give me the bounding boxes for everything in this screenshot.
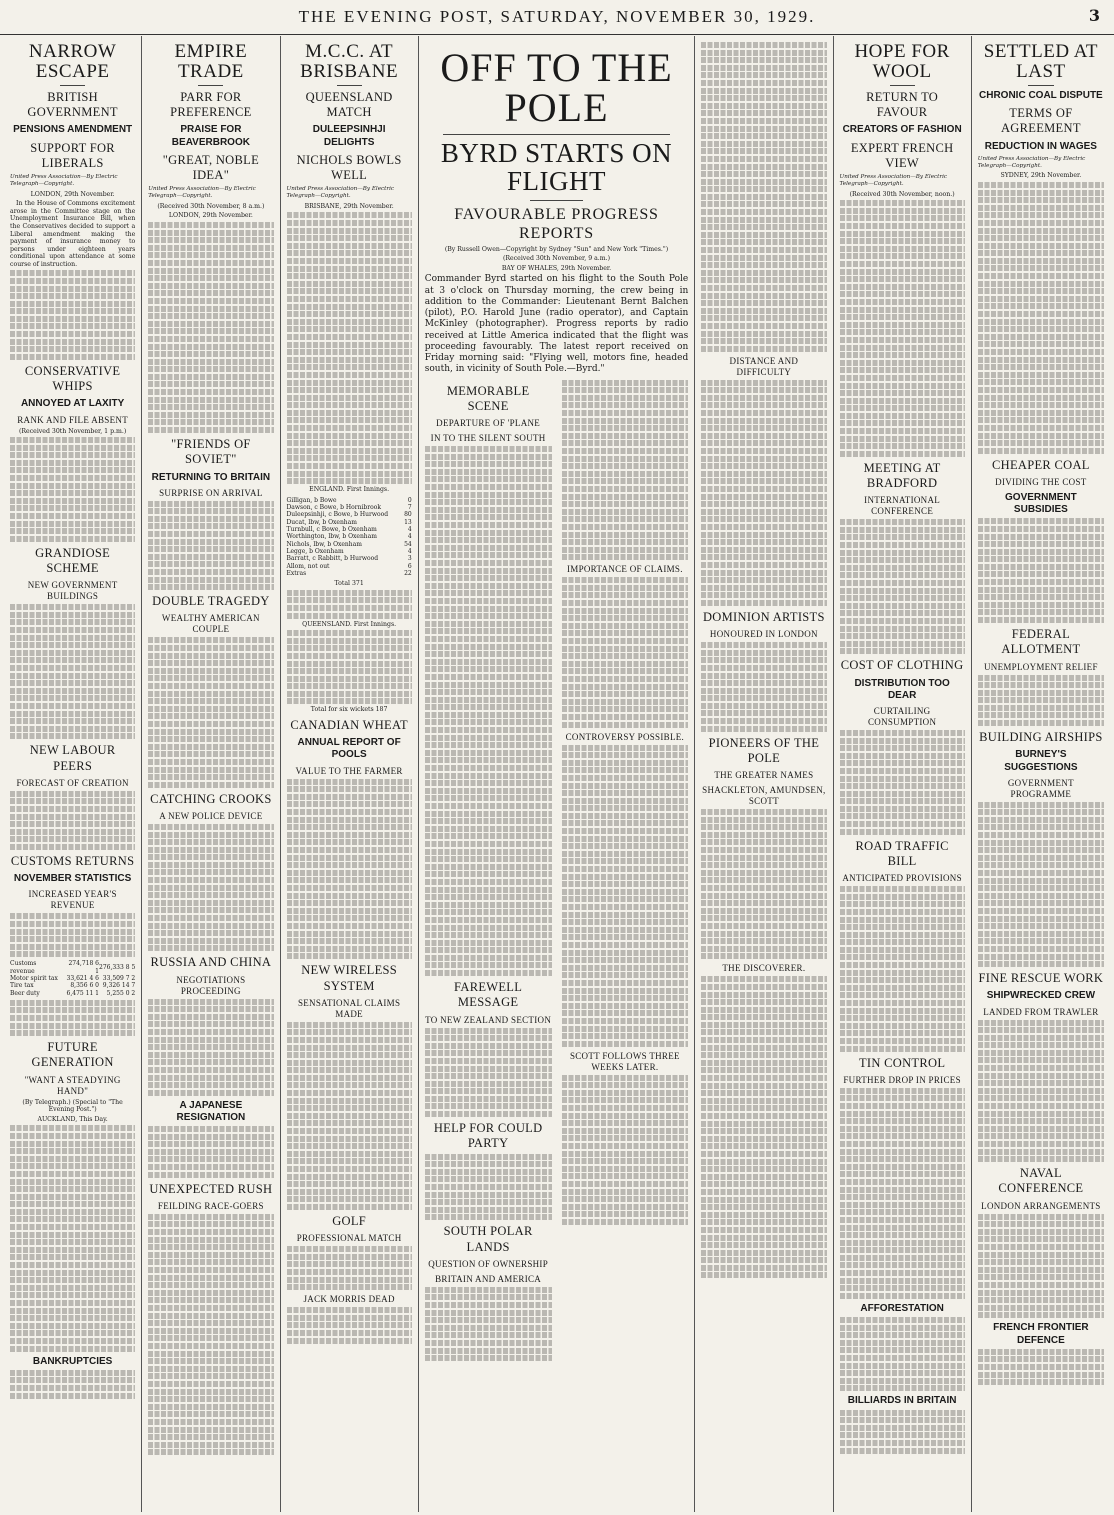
article-body <box>287 590 412 619</box>
headline: A JAPANESE RESIGNATION <box>176 1099 246 1123</box>
subheadline: CURTAILING CONSUMPTION <box>867 706 937 727</box>
subheadline: SURPRISE ON ARRIVAL <box>159 487 263 498</box>
dateline: (Received 30th November, 9 a.m.) <box>502 255 611 263</box>
column-2 <box>142 36 280 1512</box>
masthead <box>0 0 1114 35</box>
article-body <box>287 1246 412 1290</box>
headline: FRENCH FRONTIER DEFENCE <box>993 1322 1089 1346</box>
headline: PIONEERS OF THE POLE <box>708 735 820 765</box>
subheadline: SENSATIONAL CLAIMS MADE <box>297 997 401 1019</box>
headline: MEMORABLE SCENE <box>446 383 530 413</box>
article-body <box>10 270 135 360</box>
article-body <box>287 1022 412 1210</box>
article-body <box>425 446 552 976</box>
main-subheadline: BYRD STARTS ON FLIGHT <box>440 138 673 197</box>
headline: HOPE FOR WOOL <box>854 41 950 82</box>
subheadline: DIVIDING THE COST <box>995 476 1087 487</box>
subheadline: FORECAST OF CREATION <box>16 777 129 788</box>
headline: DOMINION ARTISTS <box>702 609 825 624</box>
dateline: LONDON, 29th November. <box>168 212 253 220</box>
table-row: Extras 22 <box>286 569 412 577</box>
subheadline: ANNOYED AT LAXITY <box>20 398 125 410</box>
headline: HELP FOR COULD PARTY <box>433 1121 543 1151</box>
section-heading: CONTROVERSY POSSIBLE. <box>565 731 685 742</box>
subheadline: HONOURED IN LONDON <box>709 629 818 640</box>
subheadline: DULEEPSINHJI DELIGHTS <box>312 124 386 148</box>
article-body <box>978 182 1104 454</box>
article-body <box>701 976 826 1278</box>
headline: AFFORESTATION <box>860 1302 944 1314</box>
headline: NEW LABOUR PEERS <box>29 743 116 773</box>
table-row: Motor spirit tax 33,621 4 6 33,509 7 2 <box>10 974 136 982</box>
subheadline: FURTHER DROP IN PRICES <box>843 1074 961 1085</box>
subheadline: INTERNATIONAL CONFERENCE <box>864 495 941 517</box>
subheadline: QUEENSLAND MATCH <box>305 89 393 120</box>
headline: M.C.C. AT BRISBANE <box>300 41 399 82</box>
dateline: (Received 30th November, noon.) <box>849 190 955 198</box>
subheadline: GOVERNMENT SUBSIDIES <box>1005 491 1077 516</box>
article-body <box>10 791 135 850</box>
article-body <box>148 1214 273 1455</box>
subheadline: PENSIONS AMENDMENT <box>13 124 133 136</box>
headline: RUSSIA AND CHINA <box>150 955 272 970</box>
headline: CANADIAN WHEAT <box>290 718 408 733</box>
article-body <box>562 577 689 727</box>
headline: CATCHING CROOKS <box>150 791 272 806</box>
lead-paragraph: Commander Byrd started on his flight to the South Pole at 3 o'clock on Thursday morning, the crew being in addition to the Commander: Lieutenant Bernt Balchen (pilot), P.O. Harold June (radio operator), and Captain McKinley (photographer). Progress reports by radio received at Little America indicated that the flight was proceeding favourably. The latest report received on Friday morning said: "Flying well, motors fine, headed south, in vicinity of South Pole.—Byrd." <box>424 274 689 375</box>
subheadline: DISTRIBUTION TOO DEAR <box>854 677 950 701</box>
column-6 <box>695 36 833 1512</box>
headline: FAREWELL MESSAGE <box>454 980 523 1010</box>
article-body <box>701 809 826 959</box>
subheadline: FEILDING RACE-GOERS <box>157 1200 264 1211</box>
table-row: Worthington, lbw, b Oxenham 4 <box>286 533 412 541</box>
subheadline: BRITAIN AND AMERICA <box>435 1273 542 1284</box>
subheadline: A NEW POLICE DEVICE <box>159 810 263 821</box>
scoreboard-table <box>287 497 412 577</box>
dateline: LONDON, 29th November. <box>30 190 115 198</box>
headline: JACK MORRIS DEAD <box>303 1294 395 1305</box>
table-row: Nichols, lbw, b Oxenham 54 <box>286 540 412 548</box>
table-row: Gilligan, b Bowe 0 <box>286 496 412 504</box>
headline: NAVAL CONFERENCE <box>998 1166 1084 1196</box>
article-body <box>287 779 412 960</box>
headline: COST OF CLOTHING <box>840 658 964 673</box>
subheadline: SHIPWRECKED CREW <box>986 990 1096 1002</box>
article-text: In the House of Commons excitement arose in the Committee stage on the Unemployment Insurance Bill, when the Conservatives decided to support a Liberal amendment making the payment of insurance money to persons under eighteen years conditional upon attendance at some course of instruction. <box>10 200 136 268</box>
table-row: Ducat, lbw, b Oxenham 13 <box>286 518 412 526</box>
subheadline: RANK AND FILE ABSENT <box>17 414 128 425</box>
score-total: Total 371 <box>334 580 364 588</box>
subheadline: SHACKLETON, AMUNDSEN, SCOTT <box>702 785 826 807</box>
headline: MEETING AT BRADFORD <box>863 460 941 491</box>
headline: ROAD TRAFFIC BILL <box>855 838 949 868</box>
article-body <box>840 1088 965 1299</box>
section-heading: THE DISCOVERER. <box>722 963 806 974</box>
table-row: Allom, not out 6 <box>286 562 412 570</box>
subheadline: CHRONIC COAL DISPUTE <box>979 89 1103 101</box>
subheadline: TERMS OF AGREEMENT <box>1000 106 1081 136</box>
table-row: Customs revenue 274,718 6 1 276,333 8 5 <box>10 960 136 975</box>
scoreboard-heading: QUEENSLAND. First Innings. <box>302 620 397 628</box>
center-feature <box>419 36 696 1512</box>
wire-credit: United Press Association—By Electric Telegraph—Copyright. <box>839 174 948 187</box>
article-body <box>425 1287 552 1361</box>
table-row: Tire tax 8,356 6 0 9,326 14 7 <box>10 982 136 990</box>
headline: BANKRUPTCIES <box>32 1355 113 1367</box>
table-row: Duleepsinhji, c Bowe, b Hurwood 80 <box>286 511 412 519</box>
section-heading: DISTANCE AND DIFFICULTY <box>729 355 799 377</box>
subheadline: REDUCTION IN WAGES <box>984 140 1097 152</box>
article-body <box>840 200 965 457</box>
subheadline: PRAISE FOR BEAVERBROOK <box>171 124 250 148</box>
subheadline: "GREAT, NOBLE IDEA" <box>162 152 259 182</box>
subheadline: GOVERNMENT PROGRAMME <box>1007 777 1074 799</box>
headline: GRANDIOSE SCHEME <box>35 545 111 576</box>
dateline: (Received 30th November, 1 p.m.) <box>18 427 127 435</box>
column-3 <box>281 36 419 1512</box>
subheadline: RETURN TO FAVOUR <box>866 89 939 120</box>
subheadline: WEALTHY AMERICAN COUPLE <box>161 613 260 635</box>
section-heading: IMPORTANCE OF CLAIMS. <box>566 564 683 575</box>
subheadline: PARR FOR PREFERENCE <box>170 89 252 120</box>
subheadline: UNEMPLOYMENT RELIEF <box>983 661 1098 672</box>
article-body <box>978 518 1104 623</box>
headline: NARROW ESCAPE <box>28 41 117 82</box>
subheadline: BRITISH GOVERNMENT <box>27 89 118 120</box>
subheadline: "WANT A STEADYING HAND" <box>24 1074 121 1096</box>
article-body <box>10 1125 135 1351</box>
article-body <box>701 42 826 352</box>
subheadline: BURNEY'S SUGGESTIONS <box>1004 749 1078 773</box>
credit: (By Telegraph.) (Special to "The Evening Post.") <box>22 1098 123 1114</box>
headline: BILLIARDS IN BRITAIN <box>847 1395 957 1407</box>
subheadline: LONDON ARRANGEMENTS <box>981 1200 1101 1211</box>
subheadline: IN TO THE SILENT SOUTH <box>430 433 546 444</box>
article-body <box>287 212 412 484</box>
article-body <box>701 642 826 732</box>
article-body <box>562 1075 689 1225</box>
dateline: BRISBANE, 29th November. <box>304 202 394 210</box>
wire-credit: United Press Association—By Electric Telegraph—Copyright. <box>977 155 1086 169</box>
headline: UNEXPECTED RUSH <box>149 1181 273 1196</box>
subheadline: NOVEMBER STATISTICS <box>13 873 132 885</box>
scoreboard-heading: ENGLAND. First Innings. <box>309 486 390 494</box>
subheadline: RETURNING TO BRITAIN <box>151 471 271 483</box>
headline: CONSERVATIVE WHIPS <box>24 363 121 394</box>
article-body <box>10 437 135 542</box>
headline: FINE RESCUE WORK <box>978 971 1104 986</box>
article-body <box>148 501 273 591</box>
headline: NEW WIRELESS SYSTEM <box>301 963 398 993</box>
headline: GOLF <box>332 1213 367 1228</box>
headline: TIN CONTROL <box>858 1055 946 1070</box>
wire-credit: United Press Association—By Electric Telegraph—Copyright. <box>148 186 256 200</box>
dateline: SYDNEY, 29th November. <box>1000 172 1082 180</box>
article-body <box>562 380 689 561</box>
article-body <box>840 1410 965 1454</box>
section-heading: SCOTT FOLLOWS THREE WEEKS LATER. <box>569 1050 680 1072</box>
subheadline: QUESTION OF OWNERSHIP <box>428 1258 549 1269</box>
headline: FUTURE GENERATION <box>31 1040 114 1070</box>
table-row: Turnbull, c Bowe, b Oxenham 4 <box>286 526 412 534</box>
column-7 <box>834 36 972 1512</box>
subheadline: INCREASED YEAR'S REVENUE <box>28 889 117 911</box>
table-row: Dawson, c Bowe, b Hornibrook 7 <box>286 504 412 512</box>
article-body <box>978 1349 1104 1385</box>
article-body <box>10 913 135 957</box>
newspaper-title: THE EVENING POST, SATURDAY, NOVEMBER 30, 1929. <box>298 7 816 26</box>
headline: "FRIENDS OF SOVIET" <box>171 437 251 467</box>
article-body <box>148 824 273 952</box>
dateline: AUCKLAND, This Day. <box>37 1115 108 1123</box>
customs-table <box>10 960 135 997</box>
headline: DOUBLE TRAGEDY <box>152 594 270 609</box>
article-body <box>425 1154 552 1221</box>
article-body <box>148 637 273 787</box>
article-body <box>148 222 273 433</box>
headline: FEDERAL ALLOTMENT <box>1001 627 1081 657</box>
main-subheadline: FAVOURABLE PROGRESS REPORTS <box>454 205 659 243</box>
subheadline: DEPARTURE OF 'PLANE <box>436 418 541 429</box>
subheadline: PROFESSIONAL MATCH <box>296 1233 402 1244</box>
article-body <box>148 999 273 1096</box>
headline: EMPIRE TRADE <box>174 41 248 82</box>
article-body <box>10 604 135 739</box>
headline: SETTLED AT LAST <box>983 41 1098 82</box>
wire-credit: United Press Association—By Electric Telegraph—Copyright. <box>10 174 118 187</box>
subheadline: LANDED FROM TRAWLER <box>983 1006 1099 1017</box>
article-body <box>10 1000 135 1036</box>
table-row: Legge, b Oxenham 4 <box>286 547 412 555</box>
article-body <box>840 730 965 835</box>
subheadline: TO NEW ZEALAND SECTION <box>425 1014 552 1025</box>
article-body <box>840 519 965 654</box>
headline: SOUTH POLAR LANDS <box>443 1224 533 1254</box>
article-body <box>840 886 965 1051</box>
subheadline: VALUE TO THE FARMER <box>295 765 403 776</box>
article-body <box>840 1317 965 1391</box>
wire-credit: United Press Association—By Electric Telegraph—Copyright. <box>286 186 395 200</box>
main-headline: OFF TO THE POLE <box>440 45 673 130</box>
headline: CUSTOMS RETURNS <box>10 853 135 868</box>
article-body <box>562 745 689 1047</box>
article-body <box>978 675 1104 727</box>
column-1 <box>4 36 142 1512</box>
subheadline: NICHOLS BOWLS WELL <box>296 152 402 182</box>
newspaper-columns <box>4 36 1110 1512</box>
subheadline: EXPERT FRENCH VIEW <box>850 140 954 170</box>
score-total: Total for six wickets 187 <box>310 706 388 714</box>
column-8 <box>972 36 1110 1512</box>
wire-credit: (By Russell Owen—Copyright by Sydney "Sun" and New York "Times.") <box>444 245 669 253</box>
headline: BUILDING AIRSHIPS <box>979 730 1103 745</box>
subheadline: ANTICIPATED PROVISIONS <box>842 873 962 884</box>
table-row: Barratt, c Rabbitt, b Hurwood 3 <box>286 555 412 563</box>
article-body <box>287 1307 412 1343</box>
dateline: (Received 30th November, 8 a.m.) <box>157 202 265 210</box>
article-body <box>978 802 1104 967</box>
table-row: Beer duty 6,475 11 1 5,255 0 2 <box>10 989 136 997</box>
dateline: BAY OF WHALES, 29th November. <box>501 264 612 272</box>
article-body <box>701 380 826 606</box>
article-body <box>287 630 412 704</box>
article-body <box>978 1020 1104 1163</box>
subheadline: CREATORS OF FASHION <box>842 124 962 136</box>
subheadline: NEW GOVERNMENT BUILDINGS <box>27 580 118 602</box>
article-body <box>425 1028 552 1118</box>
article-body <box>978 1214 1104 1319</box>
subheadline: SUPPORT FOR LIBERALS <box>30 140 115 170</box>
article-body <box>10 1370 135 1399</box>
article-body <box>148 1126 273 1178</box>
subheadline: THE GREATER NAMES <box>714 770 814 781</box>
page-number: 3 <box>1088 6 1100 25</box>
subheadline: ANNUAL REPORT OF POOLS <box>297 737 401 761</box>
subheadline: NEGOTIATIONS PROCEEDING <box>176 974 246 996</box>
headline: CHEAPER COAL <box>992 457 1090 472</box>
